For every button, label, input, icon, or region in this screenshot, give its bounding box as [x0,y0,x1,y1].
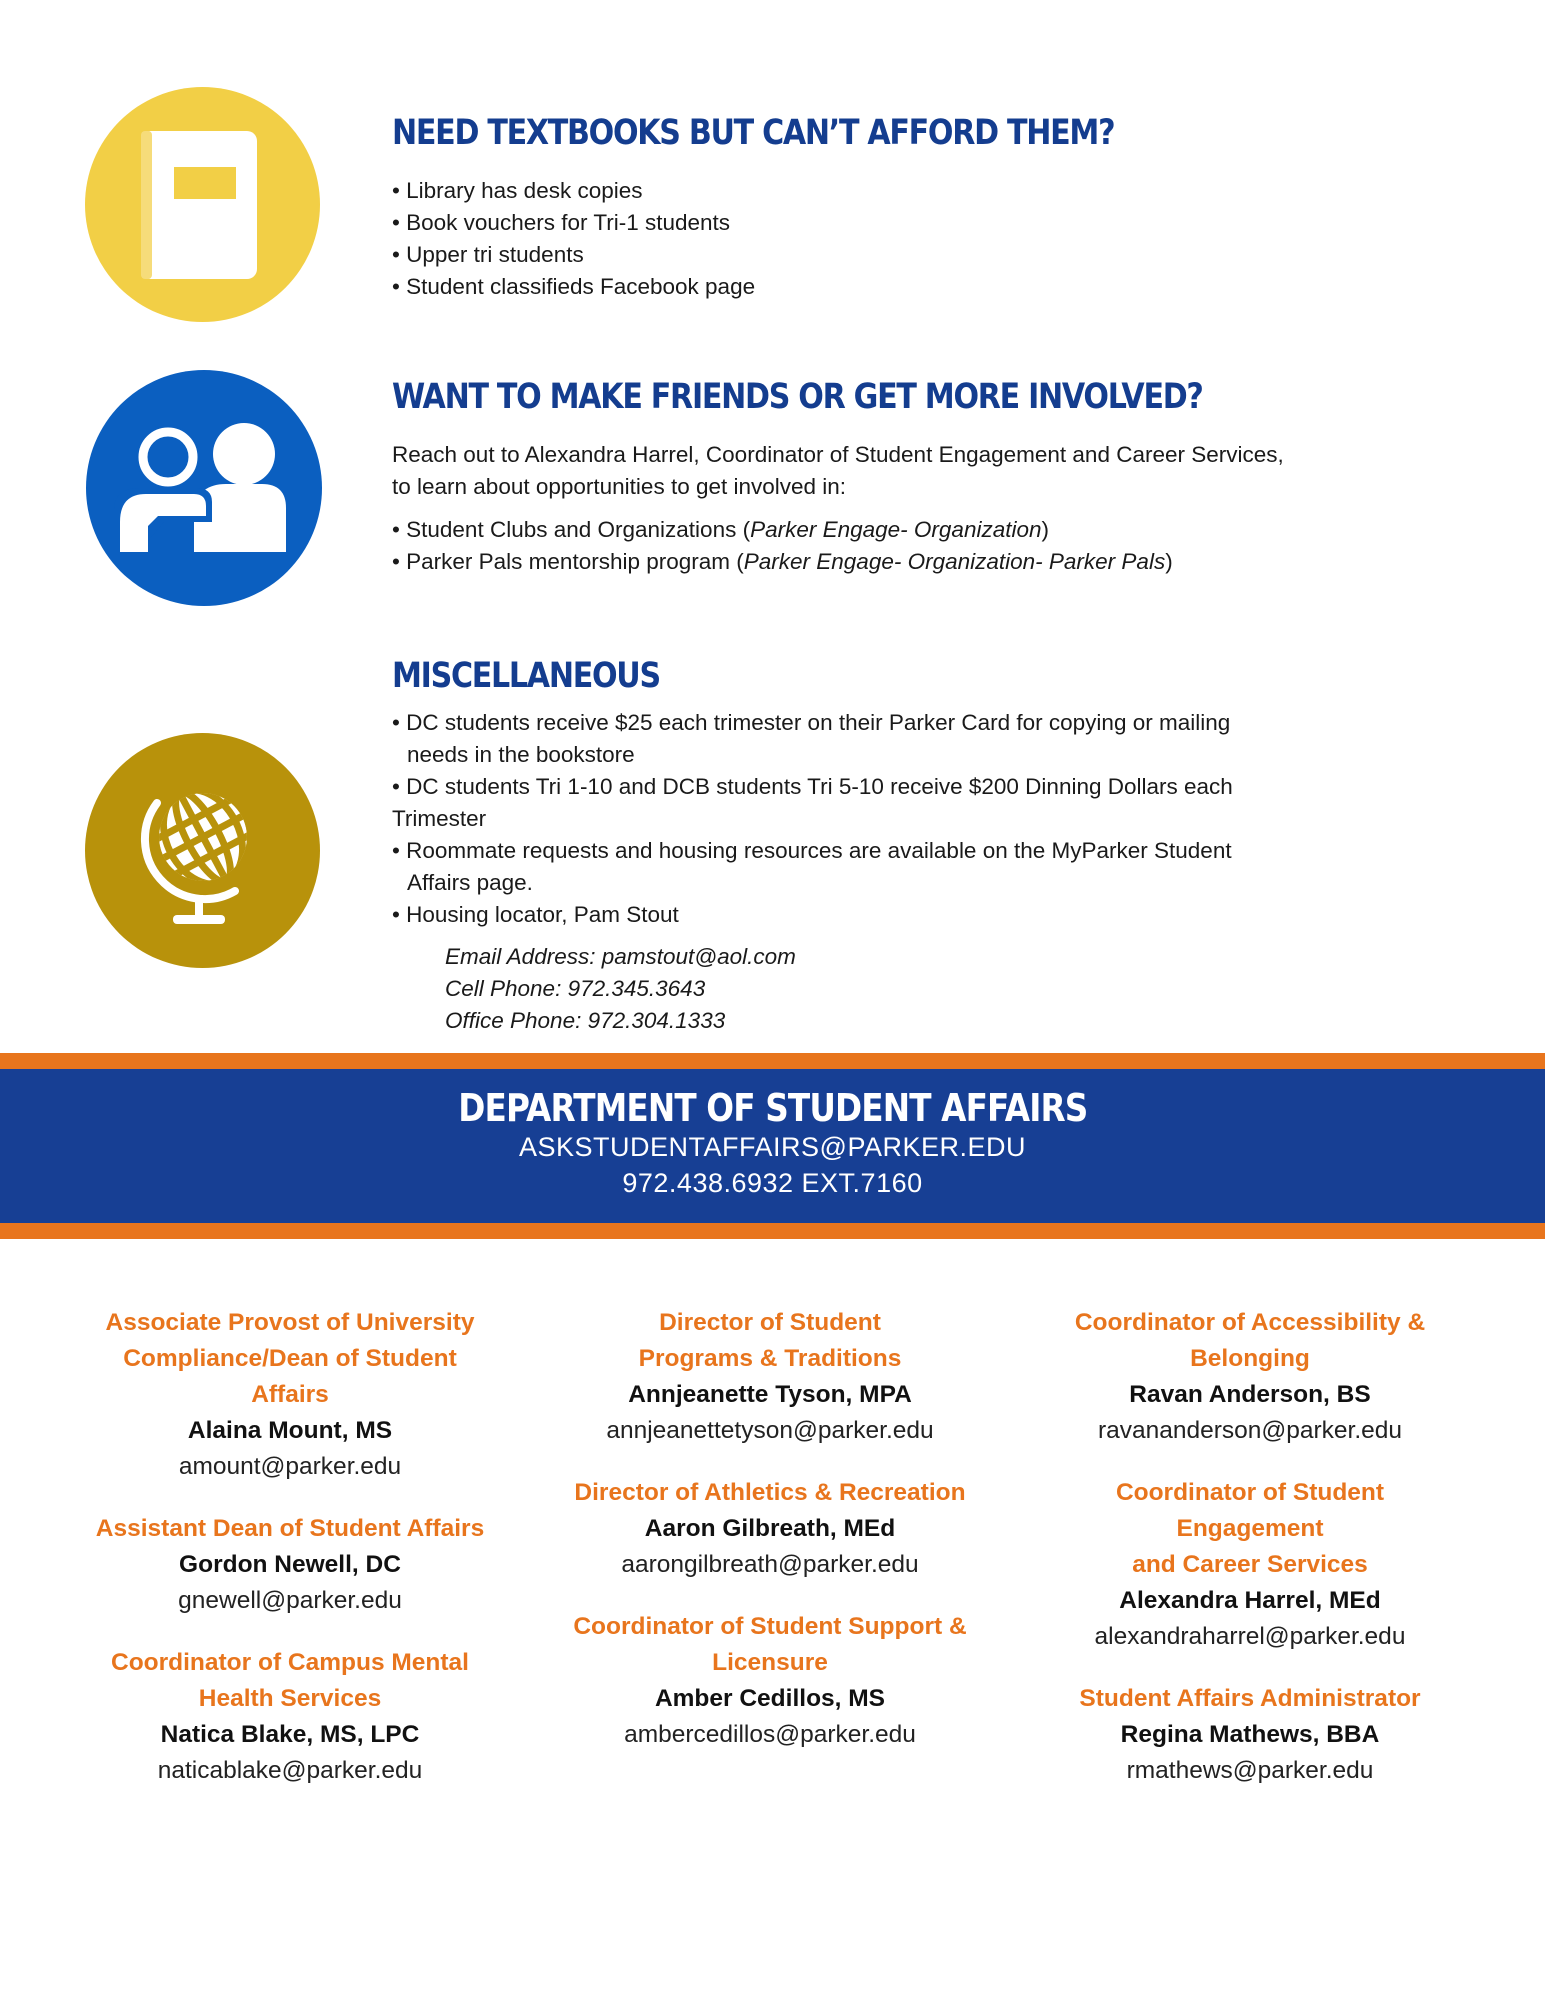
housing-contact [445,941,796,1037]
staff-email[interactable]: ravananderson@parker.edu [1097,1417,1403,1444]
friends-intro [392,439,1284,503]
staff-role: Coordinator of Accessibility & [1074,1309,1426,1336]
staff-role: Coordinator of Campus Mental [111,1649,469,1676]
intro-line: to learn about opportunities to get involved in: [392,474,847,499]
list-item: • Library has desk copies [392,178,643,203]
staff-entry [1040,1681,1460,1789]
staff-entry [80,1305,500,1485]
staff-role: Associate Provost of University [105,1309,475,1336]
organization-path: Parker Engage- Organization- Parker Pals [743,549,1166,574]
staff-email[interactable]: ambercedillos@parker.edu [624,1721,916,1748]
staff-role: Assistant Dean of Student Affairs [95,1515,485,1542]
orange-stripe [0,1223,1545,1239]
staff-name: Alexandra Harrel, MEd [1119,1587,1381,1614]
list-item: • Upper tri students [392,242,584,267]
staff-column [80,1305,500,1789]
friends-heading: WANT TO MAKE FRIENDS OR GET MORE INVOLVED? [392,377,1203,417]
staff-entry [560,1609,980,1753]
list-item: • Student classifieds Facebook page [392,274,756,299]
people-icon [86,370,322,606]
staff-role: Health Services [198,1685,382,1712]
department-title: DEPARTMENT OF STUDENT AFFAIRS [457,1086,1088,1130]
orange-stripe [0,1053,1545,1069]
staff-name: Amber Cedillos, MS [654,1685,886,1712]
department-phone: 972.438.6932 EXT.7160 [622,1168,923,1198]
book-icon [85,87,320,322]
list-item-continued: needs in the bookstore [407,742,635,767]
staff-email[interactable]: amount@parker.edu [178,1453,402,1480]
staff-email[interactable]: rmathews@parker.edu [1126,1757,1374,1784]
staff-name: Gordon Newell, DC [179,1551,401,1578]
staff-name: Natica Blake, MS, LPC [160,1721,420,1748]
staff-column [560,1305,980,1753]
globe-icon [85,733,320,968]
staff-name: Alaina Mount, MS [187,1417,393,1444]
list-item: • DC students Tri 1-10 and DCB students Tri 5-10 receive $200 Dinning Dollars each [392,774,1233,799]
list-item: • Book vouchers for Tri-1 students [392,210,731,235]
intro-line: Reach out to Alexandra Harrel, Coordinator of Student Engagement and Career Services, [392,442,1284,467]
staff-name: Ravan Anderson, BS [1129,1381,1371,1408]
staff-name: Aaron Gilbreath, MEd [644,1515,896,1542]
staff-email[interactable]: aarongilbreath@parker.edu [621,1551,919,1578]
contact-email: Email Address: pamstout@aol.com [445,944,796,969]
contact-office: Office Phone: 972.304.1333 [445,1008,726,1033]
list-item-continued: Trimester [392,806,487,831]
staff-role: Licensure [712,1649,828,1676]
staff-role: Affairs [251,1381,329,1408]
staff-name: Annjeanette Tyson, MPA [628,1381,912,1408]
staff-entry [80,1645,500,1789]
misc-list [392,707,1233,931]
friends-list [392,514,1173,578]
list-item: • Housing locator, Pam Stout [392,902,679,927]
staff-email[interactable]: annjeanettetyson@parker.edu [606,1417,934,1444]
staff-entry [1040,1305,1460,1449]
staff-name: Regina Mathews, BBA [1120,1721,1380,1748]
department-email[interactable]: ASKSTUDENTAFFAIRS@PARKER.EDU [519,1132,1026,1162]
staff-role: Coordinator of Student Support & [573,1613,967,1640]
staff-column [1040,1305,1460,1789]
staff-role: Coordinator of Student [1115,1479,1385,1506]
staff-entry [80,1511,500,1619]
staff-role: Compliance/Dean of Student [123,1345,457,1372]
staff-role: and Career Services [1132,1551,1368,1578]
list-item-continued: Affairs page. [407,870,533,895]
misc-heading: MISCELLANEOUS [392,656,660,696]
organization-path: Parker Engage- Organization [750,517,1042,542]
department-banner [0,1069,1545,1223]
staff-email[interactable]: naticablake@parker.edu [157,1757,423,1784]
staff-role: Student Affairs Administrator [1079,1685,1421,1712]
list-item: • DC students receive $25 each trimester on their Parker Card for copying or mailing [392,710,1231,735]
list-item: • Roommate requests and housing resources are available on the MyParker Student [392,838,1232,863]
staff-role: Belonging [1190,1345,1310,1372]
textbooks-heading: NEED TEXTBOOKS BUT CAN’T AFFORD THEM? [392,113,1115,153]
staff-role: Director of Student [659,1309,881,1336]
staff-email[interactable]: gnewell@parker.edu [178,1587,402,1614]
list-item: • Student Clubs and Organizations (Parker Engage- Organization) [392,517,1049,542]
staff-entry [560,1305,980,1449]
list-item: • Parker Pals mentorship program (Parker Engage- Organization- Parker Pals) [392,549,1173,574]
staff-email[interactable]: alexandraharrel@parker.edu [1094,1623,1406,1650]
staff-entry [560,1475,980,1583]
staff-role: Engagement [1176,1515,1324,1542]
staff-role: Director of Athletics & Recreation [574,1479,966,1506]
staff-entry [1040,1475,1460,1655]
textbooks-list [392,175,755,303]
staff-role: Programs & Traditions [638,1345,902,1372]
contact-cell: Cell Phone: 972.345.3643 [445,976,706,1001]
